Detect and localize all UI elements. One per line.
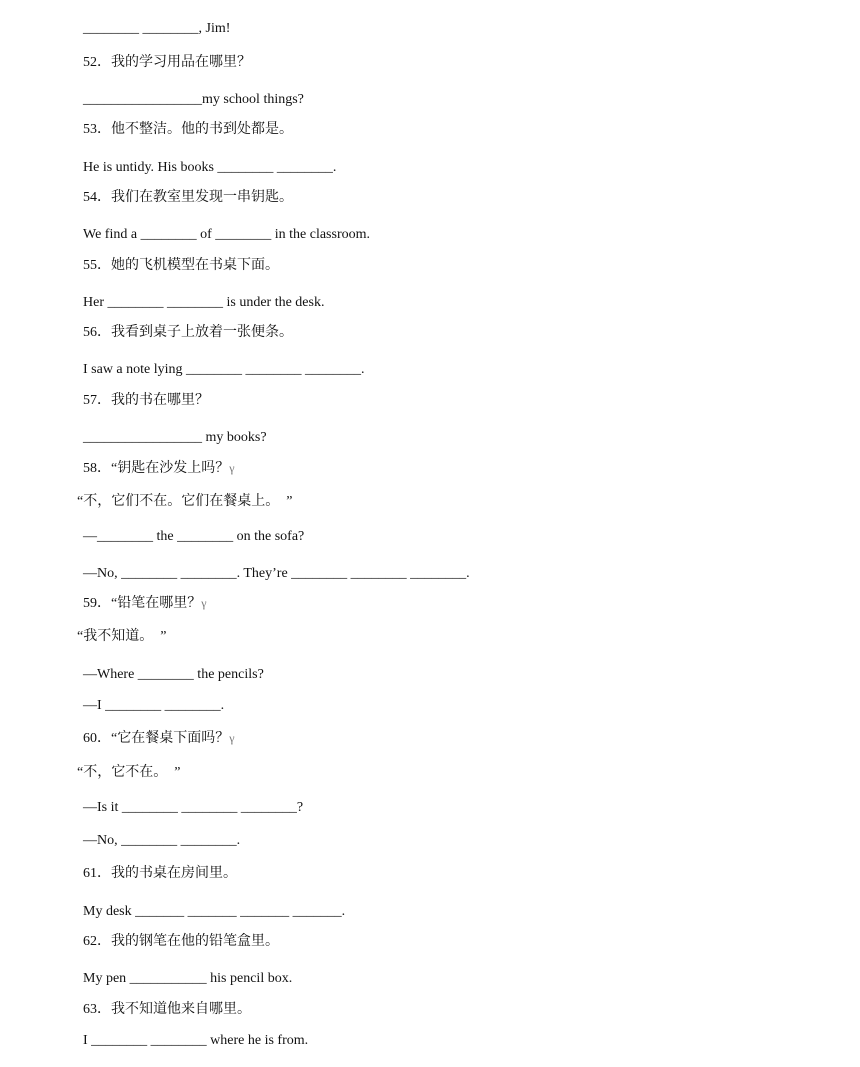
question-61: 61．我的书桌在房间里。 xyxy=(83,866,237,881)
answer-line-59a: —Where ________ the pencils? xyxy=(83,667,264,682)
question-53: 53．他不整洁。他的书到处都是。 xyxy=(83,122,293,137)
question-60-reply: “不，它不在。 ” xyxy=(77,765,181,780)
question-54: 54．我们在教室里发现一串钥匙。 xyxy=(83,190,293,205)
answer-line-60b: —No, ________ ________. xyxy=(83,833,241,848)
question-58-mark: γ xyxy=(229,461,235,475)
answer-line-52: _________________my school things? xyxy=(83,92,304,107)
question-59-text: 59．“铅笔在哪里？ xyxy=(83,596,202,611)
question-63: 63．我不知道他来自哪里。 xyxy=(83,1002,251,1017)
answer-line-58a: —________ the ________ on the sofa? xyxy=(83,529,305,544)
question-58 xyxy=(83,459,235,478)
answer-line-59b: —I ________ ________. xyxy=(83,698,225,713)
answer-line-62: My pen ___________ his pencil box. xyxy=(83,971,293,986)
question-56: 56．我看到桌子上放着一张便条。 xyxy=(83,325,293,340)
question-60 xyxy=(83,729,235,748)
answer-line-63: I ________ ________ where he is from. xyxy=(83,1033,309,1048)
question-55: 55．她的飞机模型在书桌下面。 xyxy=(83,258,279,273)
answer-line-57: _________________ my books? xyxy=(83,430,267,445)
answer-line-61: My desk _______ _______ _______ _______. xyxy=(83,904,346,919)
answer-line-55: Her ________ ________ is under the desk. xyxy=(83,295,325,310)
question-59-reply: “我不知道。 ” xyxy=(77,629,167,644)
question-60-text: 60．“它在餐桌下面吗？ xyxy=(83,731,230,746)
question-52: 52．我的学习用品在哪里？ xyxy=(83,55,251,70)
question-62: 62．我的钢笔在他的铅笔盒里。 xyxy=(83,934,279,949)
answer-line-53: He is untidy. His books ________ ________. xyxy=(83,160,337,175)
answer-line-54: We find a ________ of ________ in the classroom. xyxy=(83,227,370,242)
answer-line-58b: —No, ________ ________. They’re ________ ________ ________. xyxy=(83,566,470,581)
question-58-text: 58．“钥匙在沙发上吗？ xyxy=(83,461,230,476)
question-60-mark: γ xyxy=(229,731,235,745)
question-59-mark: γ xyxy=(201,596,207,610)
question-58-reply: “不，它们不在。它们在餐桌上。 ” xyxy=(77,494,293,509)
answer-line-51: ________ ________, Jim! xyxy=(83,21,231,36)
answer-line-56: I saw a note lying ________ ________ ________. xyxy=(83,362,365,377)
question-59 xyxy=(83,594,207,613)
answer-line-60a: —Is it ________ ________ ________? xyxy=(83,800,304,815)
question-57: 57．我的书在哪里？ xyxy=(83,393,209,408)
